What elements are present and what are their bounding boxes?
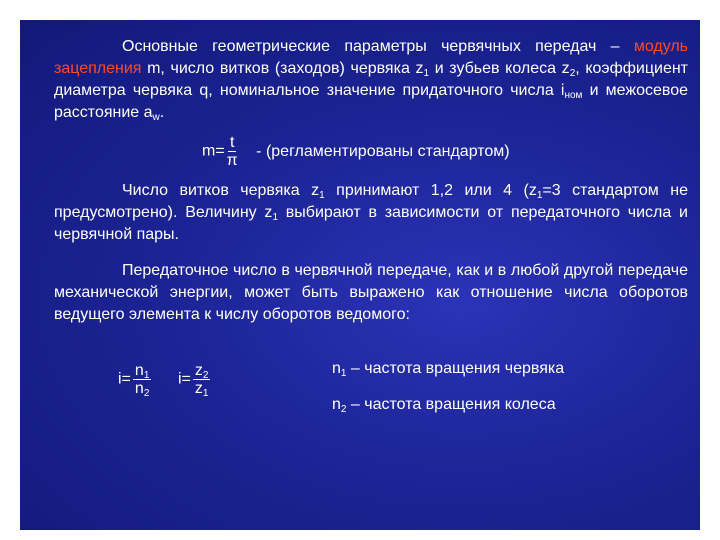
var: n	[134, 362, 144, 379]
highlight-module: модуль зацепления	[54, 38, 689, 77]
legend-n1	[332, 360, 564, 378]
fraction	[227, 134, 238, 169]
para2-text-d: выбирают в зависимости от передаточного числа и червячной пары.	[54, 204, 688, 243]
formula-ratio-teeth	[178, 362, 212, 397]
formula-module	[202, 134, 510, 169]
para2-text-c: =3 стандартом не предусмотрено). Величину z	[54, 182, 689, 221]
sub: 1	[319, 190, 325, 201]
paragraph-parameters	[54, 36, 688, 124]
para1-text-b: и зубьев колеса z	[429, 60, 570, 77]
sub: 2	[202, 370, 209, 381]
fraction-denominator: π	[226, 152, 238, 169]
legend-n2-text: – частота вращения колеса	[346, 396, 556, 413]
paragraph-thread-count	[54, 180, 688, 246]
fraction-numerator	[133, 362, 151, 380]
sub: ном	[564, 90, 583, 101]
sub: 2	[143, 388, 150, 399]
sub: 2	[340, 404, 347, 415]
fraction-denominator	[135, 380, 149, 397]
para1-text-e: .	[159, 104, 165, 121]
fraction-numerator: t	[229, 134, 235, 151]
para1-text-d: и межосевое расстояние a	[54, 82, 689, 121]
sub: 1	[272, 212, 278, 223]
fraction-numerator	[193, 362, 211, 380]
var: z	[194, 362, 203, 379]
var: n	[332, 396, 341, 413]
var: z	[194, 380, 203, 397]
fraction	[193, 362, 211, 397]
formula-lhs: i=	[178, 370, 191, 388]
formula-note: - (регламентированы стандартом)	[256, 142, 510, 160]
para2-text-a: Число витков червяка z	[122, 182, 320, 199]
formula-ratio-speeds	[118, 362, 153, 397]
sub: 1	[202, 388, 209, 399]
para1-text-a: m, число витков (заходов) червяка z	[141, 60, 424, 77]
var: n	[134, 380, 144, 397]
legend-n1-text: – частота вращения червяка	[346, 360, 565, 377]
para3-text: Передаточное число в червячной передаче, как и в любой другой передаче механической энергии, может быть выражено как отношение числа оборотов ведущего элемента к числу оборотов ведомого:	[54, 262, 688, 323]
formula-lhs: m=	[202, 142, 225, 160]
para1-start: Основные геометрические параметры червячных передач –	[122, 38, 620, 55]
fraction	[133, 362, 151, 397]
sub: 1	[143, 370, 150, 381]
slide	[20, 20, 700, 530]
sub: 2	[569, 68, 576, 79]
fraction-denominator	[195, 380, 209, 397]
var: n	[332, 360, 341, 377]
sub: 1	[340, 368, 347, 379]
sub: 1	[536, 190, 543, 201]
sub: 1	[423, 68, 430, 79]
legend-n2	[332, 396, 556, 414]
para1-text-c: , коэффициент диаметра червяка q, номинальное значение придаточного числа i	[54, 60, 689, 99]
sub: w	[152, 112, 160, 123]
paragraph-gear-ratio	[54, 260, 688, 326]
formula-lhs: i=	[118, 370, 131, 388]
para2-text-b: принимают 1,2 или 4 (z	[324, 182, 537, 199]
